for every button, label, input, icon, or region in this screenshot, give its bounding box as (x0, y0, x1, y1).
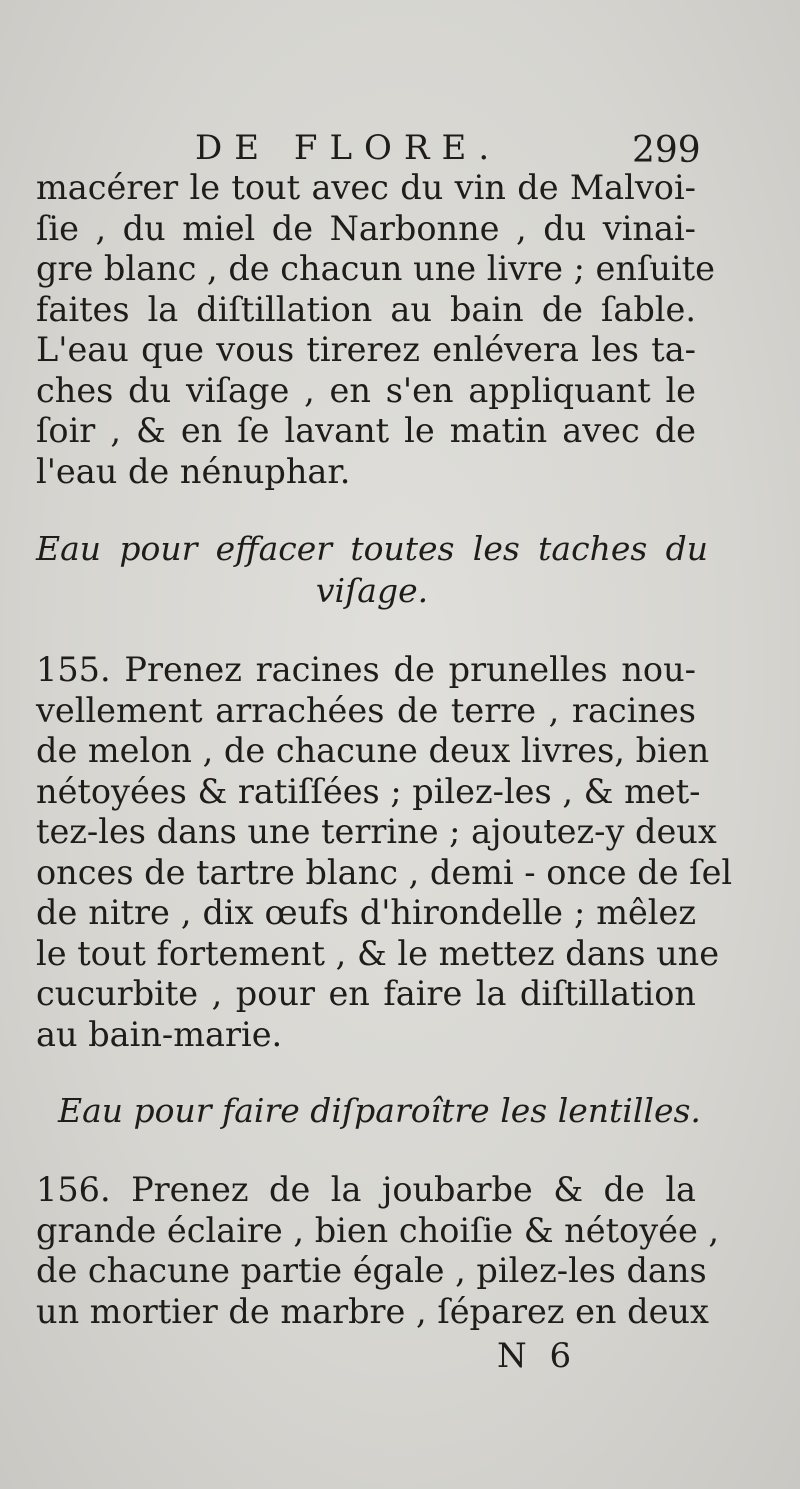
text-line: faites la diſtillation au bain de ſable. (36, 289, 696, 329)
text-line: 156. Prenez de la joubarbe & de la (36, 1170, 696, 1209)
text-line: gre blanc , de chacun une livre ; enſuite (36, 249, 715, 288)
text-line: onces de tartre blanc , demi - once de ſel (36, 852, 733, 892)
text-line: de chacune partie égale , pilez-les dans (36, 1251, 707, 1290)
heading-line: Eau pour faire diſparoître les lentilles. (58, 1091, 701, 1130)
text-line: ches du viſage , en s'en appliquant le (36, 370, 696, 410)
section-heading (36, 528, 708, 612)
text-line: au bain-marie. (36, 1014, 283, 1054)
text-line: tez-les dans une terrine ; ajoutez-y deux (36, 812, 717, 851)
paragraph-156 (36, 1170, 720, 1332)
text-line: de nitre , dix œufs d'hirondelle ; mêlez (36, 893, 696, 932)
text-line: de melon , de chacune deux livres, bien (36, 731, 710, 770)
page-number: 299 (632, 130, 701, 171)
text-line: l'eau de nénuphar. (36, 451, 351, 491)
text-line: cucurbite , pour en faire la diſtillation (36, 974, 696, 1013)
heading-line: viſage. (315, 571, 429, 610)
paragraph-155 (36, 650, 733, 1055)
text-line: ſoir , & en ſe lavant le matin avec de (36, 411, 696, 450)
text-line: un mortier de marbre , ſéparez en deux (36, 1291, 709, 1331)
section-heading (58, 1090, 701, 1132)
text-line: le tout fortement , & le mettez dans une (36, 933, 720, 973)
heading-line: Eau pour effacer toutes les taches du (36, 529, 708, 568)
signature-mark: N 6 (497, 1336, 578, 1376)
text-line: 155. Prenez racines de prunelles nou- (36, 650, 696, 689)
text-line: L'eau que vous tirerez enlévera les ta- (36, 330, 696, 369)
text-line: grande éclaire , bien choiſie & nétoyée , (36, 1210, 720, 1250)
running-header: DE FLORE. (195, 128, 502, 168)
text-line: nétoyées & ratiſſées ; pilez-les , & met- (36, 771, 701, 811)
text-line: vellement arrachées de terre , racines (36, 690, 696, 730)
text-line: macérer le tout avec du vin de Malvoi- (36, 168, 696, 207)
text-line: ſie , du miel de Narbonne , du vinai- (36, 208, 696, 248)
paragraph-continuation (36, 168, 715, 492)
